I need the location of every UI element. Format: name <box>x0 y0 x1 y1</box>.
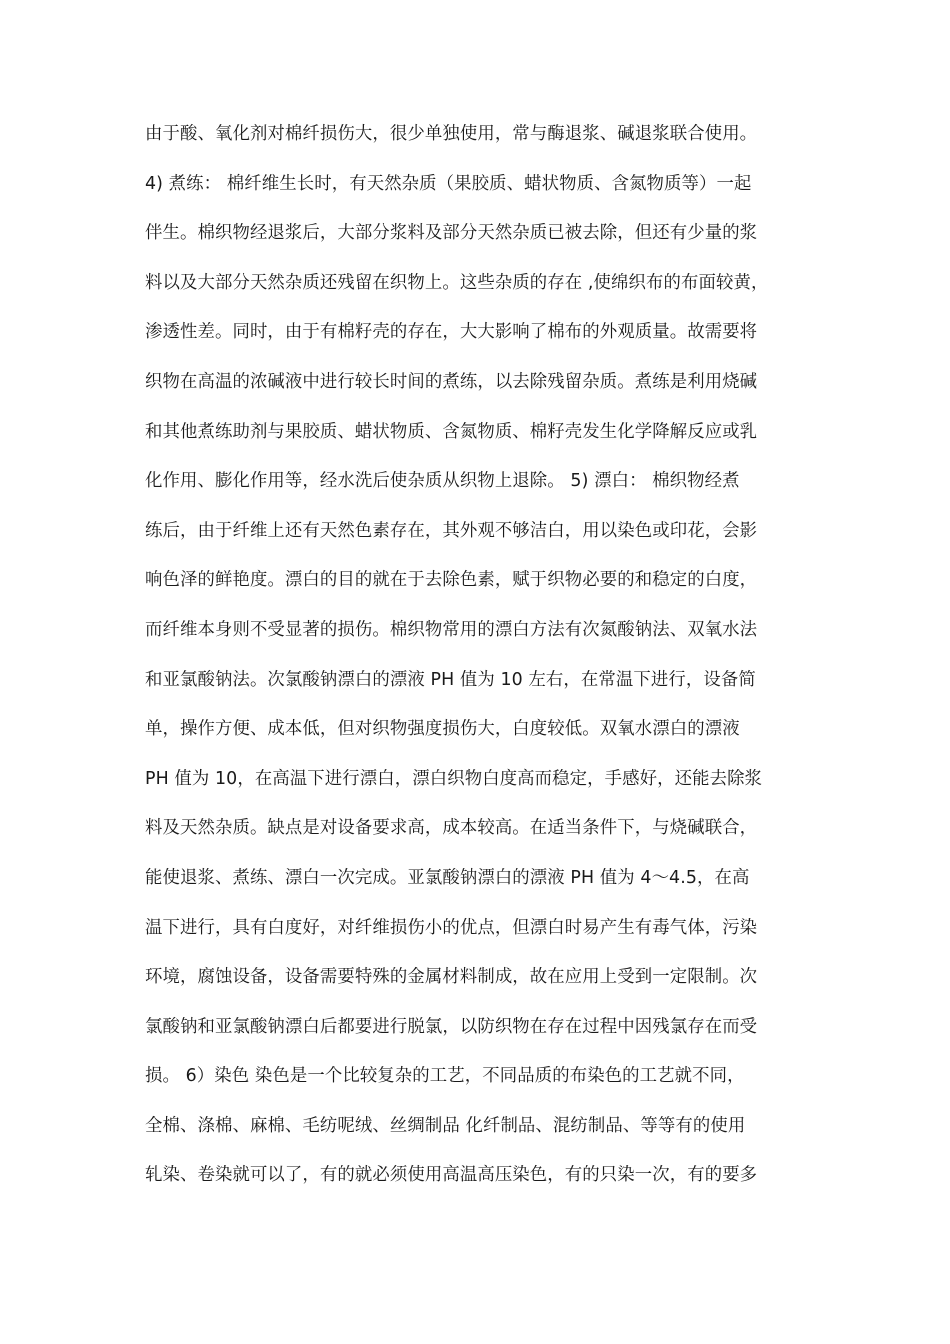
text-line: 渗透性差。同时，由于有棉籽壳的存在，大大影响了棉布的外观质量。故需要将 <box>145 322 758 343</box>
text-line: 织物在高温的浓碱液中进行较长时间的煮练，以去除残留杂质。煮练是利用烧碱 <box>145 371 758 392</box>
text-line: 而纤维本身则不受显著的损伤。棉织物常用的漂白方法有次氮酸钠法、双氧水法 <box>145 619 758 640</box>
text-line: 由于酸、氧化剂对棉纤损伤大，很少单独使用，常与酶退浆、碱退浆联合使用。 <box>145 124 758 144</box>
text-line: 料及天然杂质。缺点是对设备要求高，成本较高。在适当条件下，与烧碱联合， <box>145 818 758 839</box>
text-line: PH 值为 10，在高温下进行漂白，漂白织物白度高而稳定，手感好，还能去除浆 <box>145 768 763 789</box>
text-line: 伴生。棉织物经退浆后，大部分浆料及部分天然杂质已被去除，但还有少量的浆 <box>145 223 758 244</box>
text-line: 响色泽的鲜艳度。漂白的目的就在于去除色素，赋于织物必要的和稳定的白度， <box>145 570 758 591</box>
text-line: 和其他煮练助剂与果胶质、蜡状物质、含氮物质、棉籽壳发生化学降解反应或乳 <box>145 421 758 442</box>
text-line: 单，操作方便、成本低，但对织物强度损伤大，白度较低。双氧水漂白的漂液 <box>145 719 740 740</box>
text-line: 和亚氯酸钠法。次氯酸钠漂白的漂液 PH 值为 10 左右，在常温下进行，设备简 <box>145 669 756 690</box>
text-line: 环境，腐蚀设备，设备需要特殊的金属材料制成，故在应用上受到一定限制。次 <box>145 967 758 988</box>
text-line: 损。 6）染色 染色是一个比较复杂的工艺，不同品质的布染色的工艺就不同， <box>145 1066 745 1087</box>
text-line: 能使退浆、煮练、漂白一次完成。亚氯酸钠漂白的漂液 PH 值为 4～4.5，在高 <box>145 867 750 888</box>
body-text <box>145 110 809 1201</box>
text-line: 练后，由于纤维上还有天然色素存在，其外观不够洁白，用以染色或印花，会影 <box>145 520 758 541</box>
text-line: 温下进行，具有白度好，对纤维损伤小的优点，但漂白时易产生有毒气体，污染 <box>145 917 758 938</box>
text-line: 料以及大部分天然杂质还残留在织物上。这些杂质的存在 ,使绵织布的布面较黄， <box>145 272 769 293</box>
text-line: 化作用、膨化作用等，经水洗后使杂质从织物上退除。 5) 漂白： 棉织物经煮 <box>145 471 740 492</box>
text-line: 氯酸钠和亚氯酸钠漂白后都要进行脱氯，以防织物在存在过程中因残氯存在而受 <box>145 1016 758 1037</box>
text-line: 4) 煮练： 棉纤维生长时，有天然杂质（果胶质、蜡状物质、含氮物质等）一起 <box>145 173 752 194</box>
text-line: 轧染、卷染就可以了，有的就必须使用高温高压染色，有的只染一次，有的要多 <box>145 1165 758 1186</box>
text-line: 全棉、涤棉、麻棉、毛纺呢绒、丝绸制品 化纤制品、混纺制品、等等有的使用 <box>145 1115 746 1136</box>
